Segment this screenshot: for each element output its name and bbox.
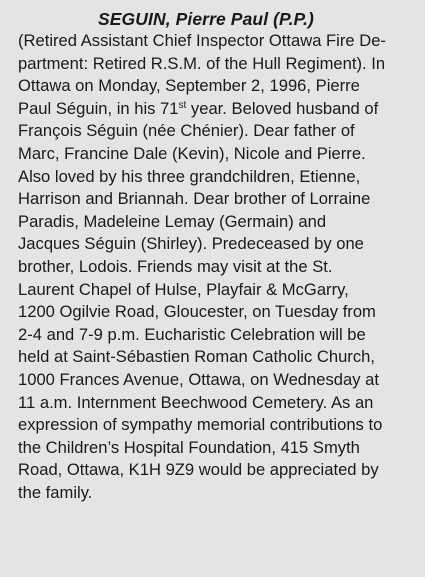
body-line-20: Road, Ottawa, K1H 9Z9 would be appreciated by xyxy=(18,460,379,480)
body-line-16: 1000 Frances Avenue, Ottawa, on Wednesday at xyxy=(18,369,379,389)
body-line-13: 1200 Ogilvie Road, Gloucester, on Tuesday from xyxy=(18,302,376,322)
body-line-18: expression of sympathy memorial contributions to xyxy=(18,415,383,435)
age-year-word: year. xyxy=(186,98,227,118)
body-line-1: (Retired Assistant Chief Inspector Ottawa Fire De- xyxy=(18,31,386,50)
body-line-3: Ottawa on Monday, September 2, 1996, Pierre xyxy=(18,76,360,96)
body-line-6: Marc, Francine Dale (Kevin), Nicole and Pierre. xyxy=(18,143,366,163)
body-line-7: Also loved by his three grandchildren, Etienne, xyxy=(18,166,361,186)
beloved-husband-text: Beloved husband of xyxy=(231,98,379,118)
body-line-8: Harrison and Briannah. Dear brother of Lorraine xyxy=(18,189,371,209)
body-line-4 xyxy=(18,98,419,121)
body-line-5: François Séguin (née Chénier). Dear father of xyxy=(18,121,355,141)
body-line-15: held at Saint-Sébastien Roman Catholic Church, xyxy=(18,347,375,367)
body-line-12: Laurent Chapel of Hulse, Playfair & McGarry, xyxy=(18,279,349,299)
obituary-body xyxy=(18,30,419,504)
age-text: Paul Séguin, in his 71 xyxy=(18,98,179,118)
ordinal-suffix: st xyxy=(178,99,187,111)
body-line-14: 2-4 and 7-9 p.m. Eucharistic Celebration will be xyxy=(18,324,366,344)
body-line-9: Paradis, Madeleine Lemay (Germain) and xyxy=(18,211,327,231)
body-line-2: partment: Retired R.S.M. of the Hull Regiment). In xyxy=(18,53,386,73)
body-line-19: the Children’s Hospital Foundation, 415 Smyth xyxy=(18,437,360,457)
obituary-title: SEGUIN, Pierre Paul (P.P.) xyxy=(98,9,314,29)
body-line-17: 11 a.m. Internment Beechwood Cemetery. As an xyxy=(18,392,374,412)
body-line-11: brother, Lodois. Friends may visit at the St. xyxy=(18,256,333,276)
body-line-10: Jacques Séguin (Shirley). Predeceased by one xyxy=(18,234,364,254)
body-line-21: the family. xyxy=(18,482,93,502)
